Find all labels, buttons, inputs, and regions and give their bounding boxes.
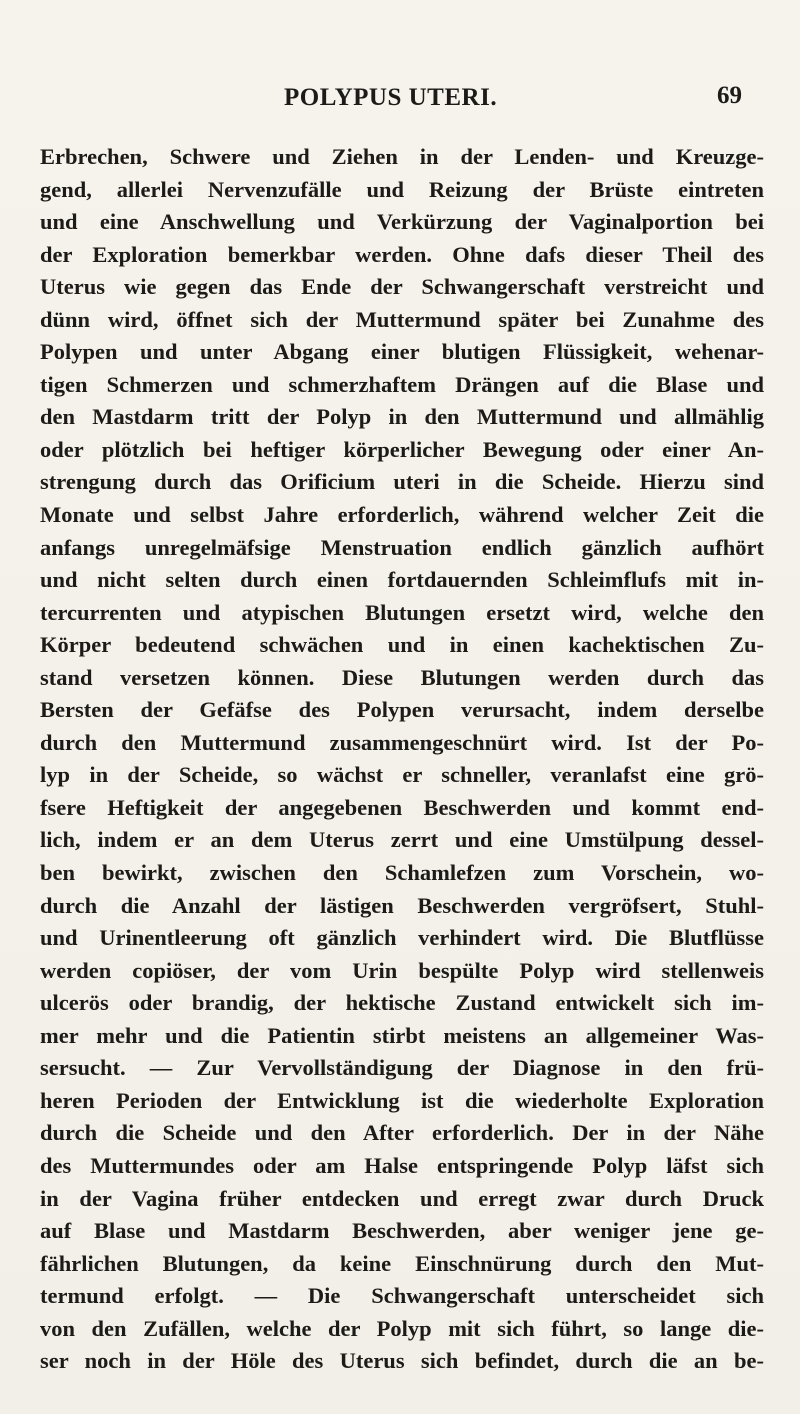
text-line: fährlichen Blutungen, da keine Einschnürung durch den Mut- (40, 1250, 764, 1276)
text-line: termund erfolgt. — Die Schwangerschaft unterscheidet sich (40, 1283, 764, 1309)
text-line: und nicht selten durch einen fortdauernden Schleimflufs mit in- (40, 567, 764, 593)
text-line: dünn wird, öffnet sich der Muttermund später bei Zunahme des (40, 306, 764, 332)
text-line: von den Zufällen, welche der Polyp mit sich führt, so lange die- (40, 1315, 764, 1341)
text-line: werden copiöser, der vom Urin bespülte Polyp wird stellenweis (40, 957, 764, 983)
text-line: stand versetzen können. Diese Blutungen werden durch das (40, 664, 764, 690)
running-head-title: POLYPUS UTERI. (284, 84, 498, 111)
text-line: des Muttermundes oder am Halse entspringende Polyp läfst sich (40, 1152, 764, 1178)
text-line: anfangs unregelmäfsige Menstruation endlich gänzlich aufhört (40, 534, 764, 560)
text-line: und Urinentleerung oft gänzlich verhindert wird. Die Blutflüsse (40, 925, 764, 951)
text-line: der Exploration bemerkbar werden. Ohne dafs dieser Theil des (40, 241, 764, 267)
running-head (0, 84, 800, 116)
text-line: heren Perioden der Entwicklung ist die wiederholte Exploration (40, 1087, 764, 1113)
text-line: Polypen und unter Abgang einer blutigen Flüssigkeit, wehenar- (40, 339, 764, 365)
text-line: lich, indem er an dem Uterus zerrt und eine Umstülpung dessel- (40, 827, 764, 853)
text-line: ulcerös oder brandig, der hektische Zustand entwickelt sich im- (40, 990, 764, 1016)
text-line: ben bewirkt, zwischen den Schamlefzen zum Vorschein, wo- (40, 860, 764, 886)
text-line: oder plötzlich bei heftiger körperlicher Bewegung oder einer An- (40, 436, 764, 462)
text-line: strengung durch das Orificium uteri in die Scheide. Hierzu sind (40, 469, 764, 495)
text-line: durch die Scheide und den After erforderlich. Der in der Nähe (40, 1120, 764, 1146)
text-line: und eine Anschwellung und Verkürzung der Vaginalportion bei (40, 209, 764, 235)
text-line: fsere Heftigkeit der angegebenen Beschwerden und kommt end- (40, 794, 764, 820)
text-line: durch die Anzahl der lästigen Beschwerden vergröfsert, Stuhl- (40, 892, 764, 918)
text-line: gend, allerlei Nervenzufälle und Reizung der Brüste eintreten (40, 176, 764, 202)
page-number: 69 (717, 82, 742, 109)
text-line: in der Vagina früher entdecken und erregt zwar durch Druck (40, 1185, 764, 1211)
text-line: Monate und selbst Jahre erforderlich, während welcher Zeit die (40, 502, 764, 528)
text-line: Bersten der Gefäfse des Polypen verursacht, indem derselbe (40, 697, 764, 723)
text-line: ser noch in der Höle des Uterus sich befindet, durch die an be- (40, 1348, 764, 1374)
text-line: durch den Muttermund zusammengeschnürt wird. Ist der Po- (40, 729, 764, 755)
text-line: tercurrenten und atypischen Blutungen ersetzt wird, welche den (40, 599, 764, 625)
text-line: auf Blase und Mastdarm Beschwerden, aber weniger jene ge- (40, 1218, 764, 1244)
text-line: den Mastdarm tritt der Polyp in den Muttermund und allmählig (40, 404, 764, 430)
text-line: Körper bedeutend schwächen und in einen kachektischen Zu- (40, 632, 764, 658)
text-line: Uterus wie gegen das Ende der Schwangerschaft verstreicht und (40, 274, 764, 300)
body-text (40, 141, 764, 1378)
text-line: Erbrechen, Schwere und Ziehen in der Lenden- und Kreuzge- (40, 144, 764, 169)
text-line: mer mehr und die Patientin stirbt meistens an allgemeiner Was- (40, 1022, 764, 1048)
text-line: lyp in der Scheide, so wächst er schneller, veranlafst eine grö- (40, 762, 764, 788)
text-line: sersucht. — Zur Vervollständigung der Diagnose in den frü- (40, 1055, 764, 1081)
text-line: tigen Schmerzen und schmerzhaftem Drängen auf die Blase und (40, 371, 764, 397)
